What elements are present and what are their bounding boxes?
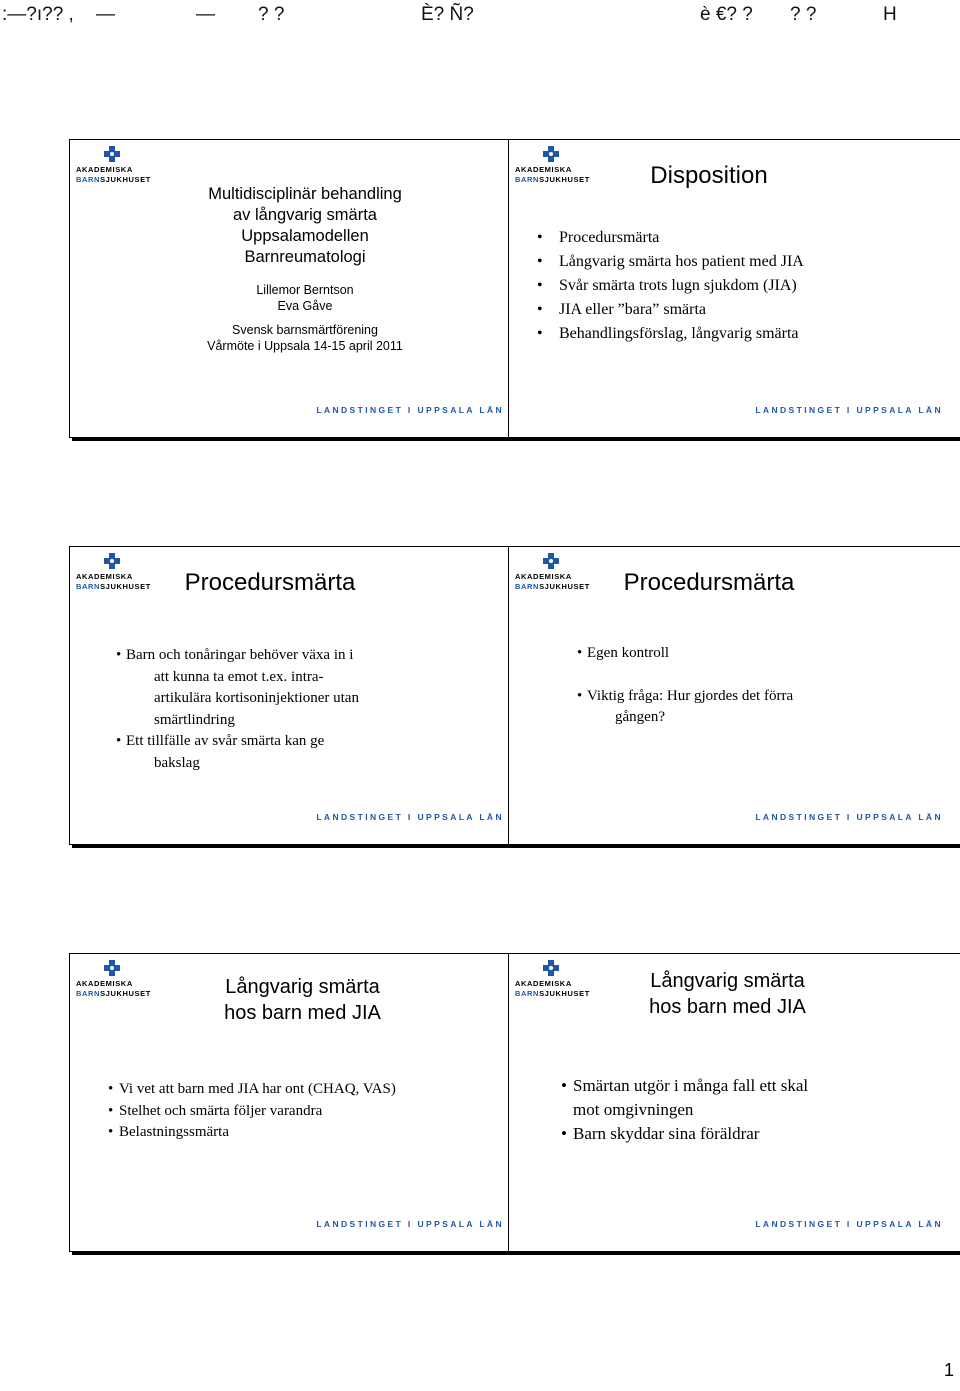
header-fragment: :—?ı?? , xyxy=(2,4,74,25)
bullet-list xyxy=(116,645,516,774)
header-fragment: — xyxy=(96,4,115,25)
logo-text: BARNSJUKHUSET xyxy=(515,175,590,184)
list-item: • Procedursmärta xyxy=(537,229,660,246)
logo-text: BARNSJUKHUSET xyxy=(515,582,590,591)
logo-text: AKADEMISKA xyxy=(76,979,133,988)
footer-brand: LANDSTINGET I UPPSALA LÄN xyxy=(755,812,943,822)
header-fragment: — xyxy=(196,4,215,25)
event-date: Vårmöte i Uppsala 14-15 april 2011 xyxy=(207,339,403,353)
page-header xyxy=(0,4,960,28)
author: Eva Gåve xyxy=(277,299,333,313)
slide-2 xyxy=(508,139,960,438)
list-item: • Belastningssmärta xyxy=(108,1124,229,1140)
list-item: • Svår smärta trots lugn sjukdom (JIA) xyxy=(537,277,797,294)
medical-cross-icon xyxy=(104,960,120,976)
title-line: Uppsalamodellen xyxy=(241,227,369,245)
hospital-logo xyxy=(515,960,591,1000)
header-fragment: ? ? xyxy=(258,4,285,25)
logo-text: BARNSJUKHUSET xyxy=(76,582,151,591)
medical-cross-icon xyxy=(543,553,559,569)
footer-brand: LANDSTINGET I UPPSALA LÄN xyxy=(755,405,943,415)
logo-text: AKADEMISKA xyxy=(76,572,133,581)
list-item: • Stelhet och smärta följer varandra xyxy=(108,1102,323,1119)
slide-title: Disposition xyxy=(650,162,768,189)
header-fragment: ? ? xyxy=(790,4,817,25)
slide-title: Procedursmärta xyxy=(184,569,356,596)
bullet-list xyxy=(577,643,957,729)
bullet-list xyxy=(561,1074,960,1146)
title-slide-text xyxy=(150,184,460,354)
list-item: • Barn skyddar sina föräldrar xyxy=(561,1124,760,1143)
footer-brand: LANDSTINGET I UPPSALA LÄN xyxy=(316,405,504,415)
list-item: • Ett tillfälle av svår smärta kan ge bakslag xyxy=(116,733,325,771)
hospital-logo xyxy=(515,146,591,186)
title-line: Multidisciplinär behandling xyxy=(208,185,402,203)
footer-brand: LANDSTINGET I UPPSALA LÄN xyxy=(755,1219,943,1229)
hospital-logo xyxy=(515,553,591,593)
logo-text: AKADEMISKA xyxy=(515,165,572,174)
list-item: • Vi vet att barn med JIA har ont (CHAQ, VAS) xyxy=(108,1081,396,1097)
logo-text: BARNSJUKHUSET xyxy=(76,989,151,998)
medical-cross-icon xyxy=(104,146,120,162)
header-fragment: H xyxy=(883,4,897,25)
page-number: 1 xyxy=(943,1360,954,1380)
list-item: • Viktig fråga: Hur gjordes det förra gången? xyxy=(577,687,794,725)
logo-text: AKADEMISKA xyxy=(76,165,133,174)
logo-text: AKADEMISKA xyxy=(515,979,572,988)
slide-title: Långvarig smärta hos barn med JIA xyxy=(224,976,381,1024)
logo-text: BARNSJUKHUSET xyxy=(76,175,151,184)
footer-brand: LANDSTINGET I UPPSALA LÄN xyxy=(316,1219,504,1229)
bullet-list xyxy=(108,1079,528,1144)
slide-1 xyxy=(69,139,535,438)
header-fragment: è €? ? xyxy=(700,4,753,25)
event-name: Svensk barnsmärtförening xyxy=(232,323,378,337)
slide-3 xyxy=(69,546,535,845)
list-item: • Långvarig smärta hos patient med JIA xyxy=(537,253,804,270)
slide-title: Långvarig smärta hos barn med JIA xyxy=(649,970,806,1018)
title-line: av långvarig smärta xyxy=(233,206,377,224)
hospital-logo xyxy=(76,960,152,1000)
list-item: • Behandlingsförslag, långvarig smärta xyxy=(537,325,799,342)
logo-text: AKADEMISKA xyxy=(515,572,572,581)
hospital-logo xyxy=(76,146,152,186)
author: Lillemor Berntson xyxy=(256,283,354,297)
slide-6 xyxy=(508,953,960,1252)
hospital-logo xyxy=(76,553,152,593)
slide-5 xyxy=(69,953,535,1252)
list-item: • Egen kontroll xyxy=(577,645,670,661)
list-item: • Barn och tonåringar behöver växa in i att kunna ta emot t.ex. intra- artikulära kortisoninjektioner utan smärtlindring xyxy=(116,647,359,728)
bullet-list xyxy=(537,226,957,346)
medical-cross-icon xyxy=(543,146,559,162)
logo-text: BARNSJUKHUSET xyxy=(515,989,590,998)
header-fragment: È? Ñ? xyxy=(421,4,474,25)
footer-brand: LANDSTINGET I UPPSALA LÄN xyxy=(316,812,504,822)
slide-4 xyxy=(508,546,960,845)
medical-cross-icon xyxy=(104,553,120,569)
list-item: • JIA eller ”bara” smärta xyxy=(537,301,707,318)
slide-title: Procedursmärta xyxy=(623,569,795,596)
title-line: Barnreumatologi xyxy=(244,248,366,266)
list-item: • Smärtan utgör i många fall ett skal mot omgivningen xyxy=(561,1076,809,1119)
medical-cross-icon xyxy=(543,960,559,976)
